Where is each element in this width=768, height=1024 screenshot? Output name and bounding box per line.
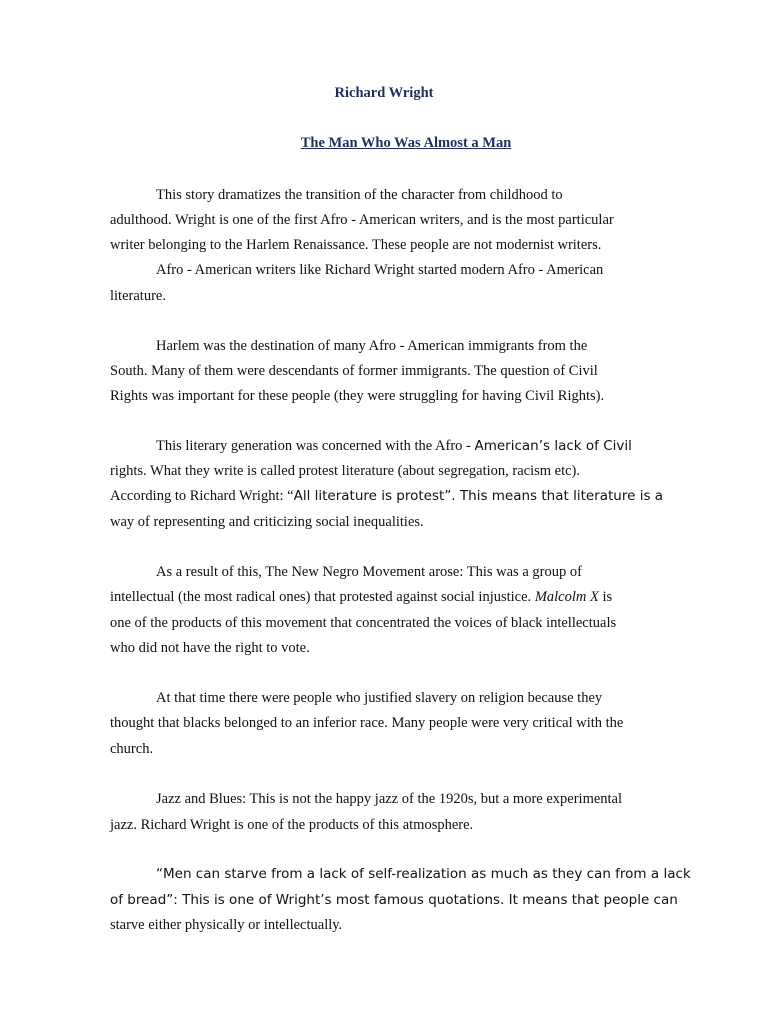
paragraph-3-line-3: [110, 487, 663, 505]
paragraph-4-line-2-part-a: intellectual (the most radical ones) that protested against social injustice.: [110, 589, 535, 605]
paragraph-3-line-2: rights. What they write is called protest literature (about segregation, racism etc).: [110, 463, 581, 479]
paragraph-5-line-3: church.: [110, 741, 154, 757]
paragraph-7-line-3: starve either physically or intellectually.: [110, 917, 343, 933]
paragraph-7-line-1: “Men can starve from a lack of self-realization as much as they can from a lack: [156, 866, 691, 882]
paragraph-4-line-2: [110, 588, 612, 606]
paragraph-1-line-3: writer belonging to the Harlem Renaissance. These people are not modernist writers.: [110, 237, 602, 253]
paragraph-4-line-3: one of the products of this movement that concentrated the voices of black intellectuals: [110, 615, 617, 631]
paragraph-4-line-1: As a result of this, The New Negro Movement arose: This was a group of: [156, 564, 582, 580]
paragraph-1-line-4: Afro - American writers like Richard Wright started modern Afro - American: [156, 262, 604, 278]
paragraph-3-line-1-part-b: American’s lack of Civil: [474, 438, 632, 454]
paragraph-5-line-1: At that time there were people who justified slavery on religion because they: [156, 690, 603, 706]
malcolm-x-emphasis: Malcolm X: [534, 589, 599, 605]
paragraph-7-line-2: of bread”: This is one of Wright’s most famous quotations. It means that people can: [110, 892, 678, 908]
paragraph-4-line-2-part-c: is: [598, 589, 613, 605]
document-title: Richard Wright: [334, 85, 434, 101]
paragraph-3-line-1: [156, 437, 632, 455]
paragraph-6-line-2: jazz. Richard Wright is one of the products of this atmosphere.: [110, 817, 474, 833]
document-subtitle: The Man Who Was Almost a Man: [300, 135, 512, 151]
paragraph-1-line-2: adulthood. Wright is one of the first Afro - American writers, and is the most particular: [110, 212, 614, 228]
paragraph-5-line-2: thought that blacks belonged to an inferior race. Many people were very critical with the: [110, 715, 624, 731]
paragraph-2-line-3: Rights was important for these people (they were struggling for having Civil Rights).: [110, 388, 605, 404]
paragraph-1-line-5: literature.: [110, 288, 166, 304]
paragraph-3-line-4: way of representing and criticizing social inequalities.: [110, 514, 424, 530]
paragraph-3-line-1-part-a: This literary generation was concerned with the Afro -: [156, 438, 475, 454]
paragraph-1-line-1: This story dramatizes the transition of the character from childhood to: [156, 187, 563, 203]
paragraph-4-line-4: who did not have the right to vote.: [110, 640, 310, 656]
paragraph-3-line-3-part-b: All literature is protest”. This means that literature is a: [293, 488, 664, 504]
paragraph-6-line-1: Jazz and Blues: This is not the happy jazz of the 1920s, but a more experimental: [156, 791, 623, 807]
paragraph-3-line-3-part-a: According to Richard Wright: “: [110, 488, 294, 504]
paragraph-2-line-2: South. Many of them were descendants of former immigrants. The question of Civil: [110, 363, 598, 379]
paragraph-2-line-1: Harlem was the destination of many Afro - American immigrants from the: [156, 338, 588, 354]
